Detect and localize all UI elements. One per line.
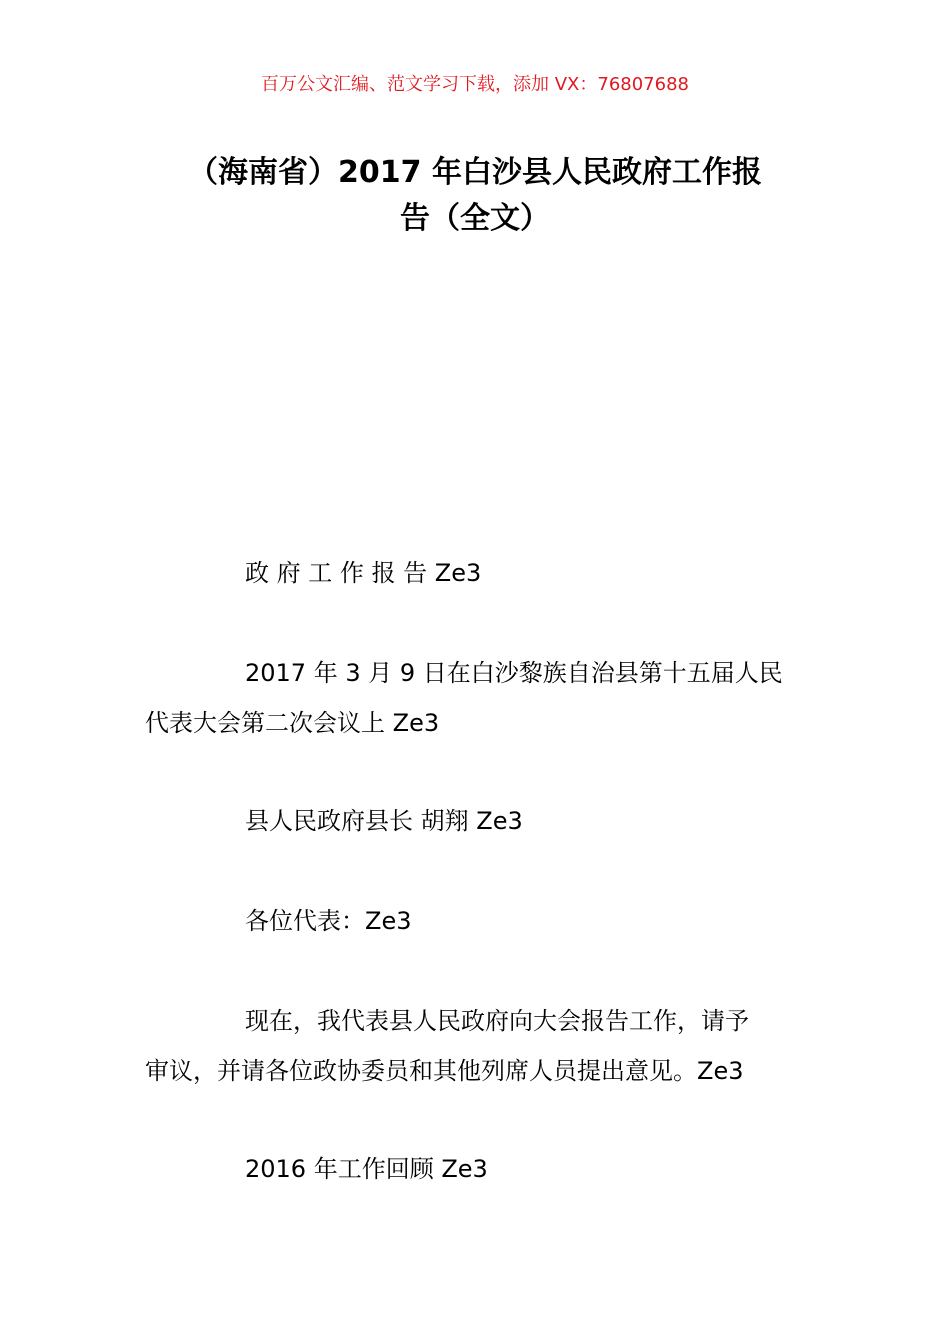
title-line-2: 告（全文）: [400, 201, 550, 236]
title-line-1: （海南省）2017 年白沙县人民政府工作报: [188, 155, 762, 190]
paragraph-text: 县人民政府县长 胡翔 Ze3: [245, 807, 523, 835]
paragraph-introduction: [145, 996, 810, 1096]
paragraph-text: 2016 年工作回顾 Ze3: [245, 1155, 488, 1183]
paragraph-greeting: [145, 896, 810, 946]
paragraph-line: 审议，并请各位政协委员和其他列席人员提出意见。Ze3: [145, 1057, 744, 1085]
paragraph-line: 2017 年 3 月 9 日在白沙黎族自治县第十五届人民: [245, 659, 783, 687]
paragraph-text: 各位代表：Ze3: [245, 907, 412, 935]
paragraph-meeting-info: [145, 648, 810, 748]
paragraph-text: 政 府 工 作 报 告 Ze3: [245, 559, 482, 587]
document-title: [130, 150, 820, 242]
paragraph-report-heading: [145, 548, 810, 598]
paragraph-line: 现在，我代表县人民政府向大会报告工作，请予: [245, 1007, 749, 1035]
paragraph-line: 代表大会第二次会议上 Ze3: [145, 709, 440, 737]
paragraph-speaker: [145, 796, 810, 846]
header-watermark-note: 百万公文汇编、范文学习下载，添加 VX：76807688: [261, 74, 689, 95]
paragraph-section-heading: [145, 1144, 810, 1194]
